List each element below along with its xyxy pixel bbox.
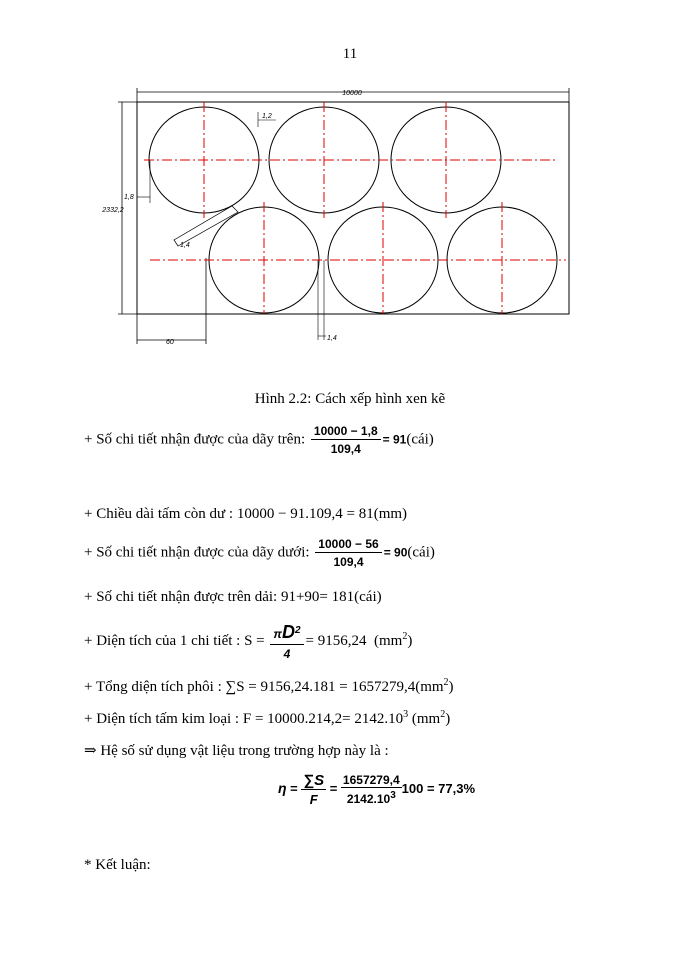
implies-arrow-icon: ⇒ bbox=[84, 743, 97, 759]
line-sheet-area: + Diện tích tấm kim loại : $F = 10000.214,2= 2142.10^3$ $(mm^2)$ bbox=[84, 709, 451, 727]
dim-gap-bottom: 1,4 bbox=[327, 335, 337, 342]
conclusion-heading: * Kết luận: bbox=[84, 857, 151, 873]
line-remaining-length: + Chiều dài tấm còn dư : 10000 − 91.109,4 = 81(mm) bbox=[84, 506, 408, 522]
dim-edge-left: 1,8 bbox=[124, 194, 134, 201]
page-number: 11 bbox=[342, 46, 358, 62]
dim-gap-top: 1,2 bbox=[262, 113, 272, 120]
line-total-count: + Số chi tiết nhận được trên dải: 91+90= 181(cái) bbox=[84, 589, 382, 605]
utilization-formula: η = $\frac{\sum S}{F}$ = $\frac{1657279,4}{2142.10^3}$ 100 = 77,3% bbox=[278, 772, 476, 807]
line-part-area: + Diện tích của 1 chi tiết : S = $\frac{\pi D^2}{4}$ = 9156,24 $(mm^2)$ bbox=[84, 622, 413, 661]
dim-total-length: 10000 bbox=[342, 90, 362, 97]
line-total-blank-area: + Tổng diện tích phôi : $\sum S = 9156,24.181 = 1657279,4(mm^2)$ bbox=[84, 677, 454, 695]
centerlines bbox=[144, 102, 566, 314]
dim-width: 2332,2 bbox=[102, 207, 124, 214]
dim-offset-bottom: 60 bbox=[166, 339, 174, 346]
nesting-diagram bbox=[100, 82, 580, 352]
line-lower-row-count: + Số chi tiết nhận được của dãy dưới: $\frac{10000 - 56}{109,4}$ = 90(cái) bbox=[84, 537, 435, 569]
line-utilization-intro: ⇒ Hệ số sử dụng vật liệu trong trường hợp này là : bbox=[84, 743, 389, 759]
sheet-outline bbox=[137, 102, 569, 314]
figure-caption: Hình 2.2: Cách xếp hình xen kẽ bbox=[254, 391, 446, 407]
dim-gap-middle: 1,4 bbox=[180, 242, 190, 249]
line-upper-row-count: + Số chi tiết nhận được của dãy trên: $\frac{10000 - 1,8}{109,4}$ = 91(cái) bbox=[84, 424, 434, 456]
